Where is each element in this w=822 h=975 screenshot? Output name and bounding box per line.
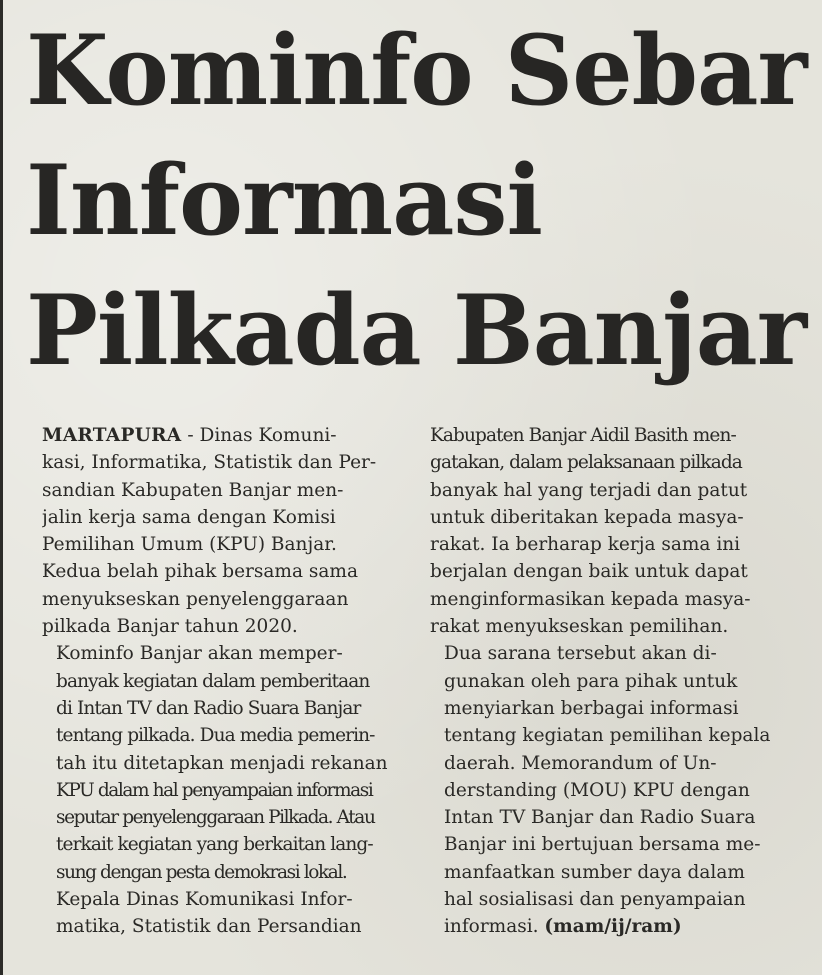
paragraph-1 xyxy=(42,422,394,640)
text-line: tah itu ditetapkan menjadi rekanan xyxy=(56,752,388,774)
article-column-left xyxy=(42,422,394,941)
text-line: Kepala Dinas Komunikasi Infor- xyxy=(56,889,353,911)
text-line: hal sosialisasi dan penyampaian xyxy=(444,889,746,911)
text-line: terkait kegiatan yang berkaitan lang- xyxy=(56,834,373,856)
text-line: di Intan TV dan Radio Suara Banjar xyxy=(56,697,361,719)
text-line: untuk diberitakan kepada masya- xyxy=(430,506,744,528)
paragraph-2 xyxy=(42,640,394,886)
text-line: berjalan dengan baik untuk dapat xyxy=(430,561,748,583)
text-line: banyak kegiatan dalam pemberitaan xyxy=(56,670,370,692)
column-rule xyxy=(0,0,3,975)
text-line: informasi. (mam/ij/ram) xyxy=(444,916,682,938)
text-line: tentang pilkada. Dua media pemerin- xyxy=(56,725,375,747)
text-line: Kabupaten Banjar Aidil Basith men- xyxy=(430,425,736,446)
text-line: daerah. Memorandum of Un- xyxy=(444,752,717,774)
text-line: banyak hal yang terjadi dan patut xyxy=(430,479,748,501)
text-line: pilkada Banjar tahun 2020. xyxy=(42,616,298,638)
text-line: Intan TV Banjar dan Radio Suara xyxy=(444,807,756,829)
headline-line-1: Kominfo Sebar xyxy=(26,14,807,127)
article-body xyxy=(42,422,812,975)
headline-line-3: Pilkada Banjar xyxy=(26,274,807,387)
text-line: KPU dalam hal penyampaian informasi xyxy=(56,779,373,801)
headline xyxy=(26,6,816,396)
paragraph-3 xyxy=(42,886,394,941)
text-line: menginformasikan kepada masya- xyxy=(430,588,751,610)
text-line: Pemilihan Umum (KPU) Banjar. xyxy=(42,534,337,556)
text-line: Kedua belah pihak bersama sama xyxy=(42,561,358,583)
text-line: gunakan oleh para pihak untuk xyxy=(444,670,738,692)
text-line: kasi, Informatika, Statistik dan Per- xyxy=(42,452,377,474)
text-line: rakat. Ia berharap kerja sama ini xyxy=(430,534,741,556)
text-line: tentang kegiatan pemilihan kepala xyxy=(444,725,771,747)
text-line: jalin kerja sama dengan Komisi xyxy=(42,506,336,528)
text-line: menyukseskan penyelenggaraan xyxy=(42,588,349,610)
text-line: seputar penyelenggaraan Pilkada. Atau xyxy=(56,807,375,829)
text-line: gatakan, dalam pelaksanaan pilkada xyxy=(430,452,742,474)
text-line: Banjar ini bertujuan bersama me- xyxy=(444,834,761,856)
text-line: sung dengan pesta demokrasi lokal. xyxy=(56,861,347,883)
text-line: Kominfo Banjar akan memper- xyxy=(56,643,343,665)
paragraph-3-continued xyxy=(430,422,802,640)
text-line: MARTAPURA - Dinas Komuni- xyxy=(42,425,337,446)
text-line: Dua sarana tersebut akan di- xyxy=(444,643,717,665)
headline-line-2: Informasi xyxy=(26,144,542,257)
paragraph-4 xyxy=(430,640,802,940)
text-line: derstanding (MOU) KPU dengan xyxy=(444,779,750,801)
author-initials: (mam/ij/ram) xyxy=(544,916,682,938)
text-line: matika, Statistik dan Persandian xyxy=(56,916,362,938)
text-line: manfaatkan sumber daya dalam xyxy=(444,861,745,883)
dateline: MARTAPURA xyxy=(42,425,182,446)
text-line: rakat menyukseskan pemilihan. xyxy=(430,616,729,638)
article-column-right xyxy=(430,422,802,941)
text-line: sandian Kabupaten Banjar men- xyxy=(42,479,344,501)
text-line: menyiarkan berbagai informasi xyxy=(444,697,739,719)
